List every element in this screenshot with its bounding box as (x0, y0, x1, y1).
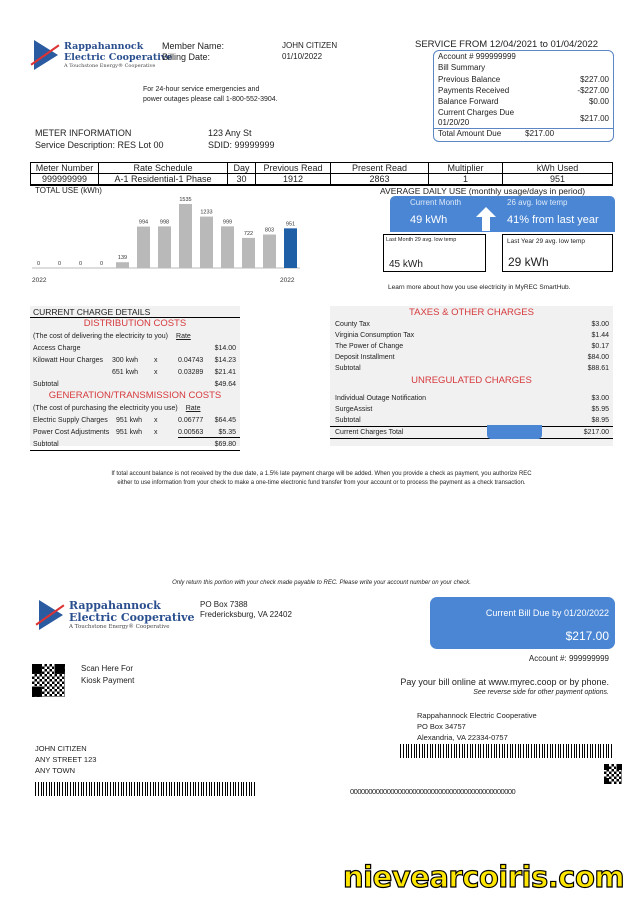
bar (137, 227, 150, 268)
unreg-value: $3.00 (591, 394, 609, 402)
gen-rate: 0.06777 (178, 416, 204, 424)
generation-desc: (The cost of purchasing the electricity you use) (33, 404, 178, 412)
col-header: Meter Number (31, 163, 99, 174)
small-qr-code (604, 764, 622, 784)
cell: 1 (429, 174, 503, 186)
kwh-qty: 300 kwh (112, 356, 139, 364)
tax-label: The Power of Change (335, 343, 404, 350)
kwh-rate: 0.03289 (178, 368, 204, 376)
bar-value-label: 803 (264, 227, 275, 234)
rate-header: Rate (185, 404, 201, 412)
summary-value: -$227.00 (577, 86, 609, 95)
total-due-value: $217.00 (525, 129, 555, 138)
summary-value: $0.00 (588, 97, 609, 106)
service-period: SERVICE FROM 12/04/2021 to 01/04/2022 (415, 39, 599, 50)
rec-logo (30, 38, 172, 72)
last-month-value: 45 kWh (389, 259, 423, 270)
arrow-up-icon (476, 207, 496, 217)
subtotal-label: Subtotal (33, 380, 59, 388)
remit-line: Alexandria, VA 22334-0757 (417, 733, 508, 742)
current-month-value: 49 kWh (410, 214, 448, 226)
current-charges-label: Current Charges Due (438, 108, 515, 117)
cell: 30 (228, 174, 256, 186)
emergency-phone: power outages please call 1-800-552-3904. (143, 96, 278, 103)
bar (284, 228, 297, 268)
subtotal-label: Subtotal (33, 441, 59, 448)
kwh-amount: $21.41 (214, 368, 236, 376)
taxes-title: TAXES & OTHER CHARGES (409, 307, 534, 318)
amount-due-box (430, 597, 615, 649)
bar-value-label: 998 (159, 219, 170, 226)
col-header: Rate Schedule (99, 163, 228, 174)
tax-label: Subtotal (335, 365, 361, 372)
current-month-panel (390, 196, 615, 232)
notice-line: either to use information from your check to make a one-time electronic fund transfer from your account or to process the payment as a check transaction. (117, 480, 526, 486)
gen-amount: $5.35 (218, 428, 236, 436)
rate-header: Rate (176, 332, 191, 340)
billing-date: 01/10/2022 (282, 52, 323, 61)
member-name: JOHN CITIZEN (282, 41, 338, 50)
gen-rate: 0.00563 (178, 428, 204, 436)
member-label: Member Name: (162, 41, 225, 51)
x-end-label: 2022 (280, 277, 295, 284)
rec-logo-icon (30, 38, 60, 72)
scan-text-2: Kiosk Payment (81, 676, 135, 685)
remit-address (417, 710, 537, 743)
bar-value-label: 0 (36, 261, 41, 267)
times: x (154, 416, 158, 424)
customer-line: ANY TOWN (35, 766, 76, 775)
gen-qty: 951 kwh (116, 416, 143, 424)
gen-label: Power Cost Adjustments (33, 428, 110, 436)
tax-value: $1.44 (591, 332, 609, 339)
access-value: $14.00 (214, 344, 236, 352)
customer-line: ANY STREET 123 (35, 755, 97, 764)
bar (158, 226, 171, 268)
customer-line: JOHN CITIZEN (35, 744, 87, 753)
summary-value: $227.00 (580, 75, 609, 84)
po-box: PO Box 7388 (200, 600, 248, 609)
last-year-value: 29 kWh (508, 255, 549, 269)
charges-total-label: Current Charges Total (335, 429, 404, 436)
times: x (154, 368, 158, 376)
current-charge-details (30, 306, 240, 446)
brand-name-2: Electric Cooperative (69, 611, 195, 624)
kwh-amount: $14.23 (214, 356, 236, 364)
emergency-text: For 24-hour service emergencies and (143, 86, 260, 93)
cell: A-1 Residential-1 Phase (99, 174, 228, 186)
tax-value: $84.00 (587, 354, 609, 361)
kiosk-qr-code[interactable] (32, 664, 65, 697)
bar (200, 217, 213, 268)
bar-value-label: 0 (57, 261, 62, 267)
scan-line-digits: 000000000000000000000000000000000000000000000 (350, 787, 516, 796)
sdid: SDID: 99999999 (208, 140, 275, 150)
bar-value-label: 999 (222, 219, 233, 226)
bar-value-label: 0 (78, 261, 83, 267)
times: x (154, 356, 158, 364)
arrow-up-icon-stem (482, 217, 490, 231)
unreg-label: Subtotal (335, 417, 361, 424)
remit-line: Rappahannock Electric Cooperative (417, 711, 537, 720)
gen-amount: $64.45 (214, 416, 236, 424)
return-note: Only return this portion with your check made payable to REC. Please write your account number on your check. (172, 580, 471, 586)
charges-total-value: $217.00 (583, 429, 609, 436)
generation-title: GENERATION/TRANSMISSION COSTS (48, 390, 222, 401)
summary-label: Payments Received (438, 86, 510, 95)
remit-line: PO Box 34757 (417, 722, 466, 731)
col-header: Previous Read (256, 163, 331, 174)
gen-label: Electric Supply Charges (33, 416, 108, 424)
service-address: 123 Any St (208, 128, 252, 138)
reverse-side-note: See reverse side for other payment options. (473, 689, 609, 696)
bar (263, 235, 276, 268)
bar-value-label: 994 (138, 219, 149, 226)
late-payment-notice (0, 470, 643, 488)
table-row (31, 174, 613, 186)
meter-info-title: METER INFORMATION (35, 128, 132, 138)
customer-address (35, 743, 96, 776)
tax-label: Virginia Consumption Tax (335, 332, 415, 339)
last-year-label: Last Year 29 avg. low temp (507, 238, 586, 245)
kwh-rate: 0.04743 (178, 356, 204, 364)
times: x (154, 428, 158, 436)
bar (116, 262, 129, 268)
kwh-label: Kilowatt Hour Charges (33, 356, 104, 364)
unreg-value: $8.95 (591, 417, 609, 424)
last-month-box (383, 234, 486, 272)
brand-tagline: A Touchstone Energy® Cooperative (64, 63, 156, 69)
bar-value-label: 139 (117, 255, 128, 262)
bar (179, 204, 192, 268)
total-due-label: Total Amount Due (438, 129, 502, 138)
bar-value-label: 1535 (179, 197, 192, 203)
pay-online-text: Pay your bill online at www.myrec.coop or by phone. (400, 677, 609, 687)
cell: 951 (503, 174, 613, 186)
bill-summary-title: Bill Summary (438, 63, 486, 72)
cell: 999999999 (31, 174, 99, 186)
gen-qty: 951 kwh (116, 428, 143, 436)
account-number: Account # 999999999 (438, 52, 516, 61)
stub-account-number: Account #: 999999999 (528, 654, 609, 663)
cell: 1912 (256, 174, 331, 186)
x-start-label: 2022 (32, 277, 47, 284)
col-header: Multiplier (429, 163, 503, 174)
redaction-block (487, 425, 542, 439)
tax-label: Deposit Installment (335, 354, 395, 361)
tax-value: $3.00 (591, 321, 609, 328)
meter-table (30, 162, 613, 186)
unregulated-title: UNREGULATED CHARGES (411, 375, 532, 386)
bill-summary-box (433, 50, 614, 142)
bar-value-label: 722 (243, 230, 254, 237)
bar-value-label: 1233 (200, 209, 213, 216)
kwh-qty: 651 kwh (112, 368, 139, 376)
brand-name-2: Electric Cooperative (64, 52, 173, 63)
usage-bar-chart (28, 195, 308, 290)
charge-details-title: CURRENT CHARGE DETAILS (30, 306, 240, 318)
current-charges-value: $217.00 (580, 113, 609, 123)
unreg-label: Individual Outage Notification (335, 394, 427, 402)
postal-barcode (400, 744, 612, 758)
cell: 2863 (331, 174, 429, 186)
access-label: Access Charge (33, 344, 81, 352)
brand-name: Rappahannock (69, 599, 161, 612)
current-month-label: Current Month (410, 198, 462, 207)
col-header: Present Read (331, 163, 429, 174)
avg-use-title: AVERAGE DAILY USE (monthly usage/days in period) (380, 186, 586, 196)
service-description: Service Description: RES Lot 00 (35, 140, 164, 150)
bar (242, 238, 255, 268)
subtotal-value: $49.64 (214, 380, 236, 388)
learn-more-text: Learn more about how you use electricity in MyREC SmartHub. (388, 284, 571, 291)
col-header: kWh Used (503, 163, 613, 174)
bar (221, 226, 234, 268)
taxes-panel (330, 306, 613, 446)
current-month-temp: 26 avg. low temp (507, 198, 568, 207)
subtotal-value: $69.80 (214, 441, 236, 448)
rec-logo-icon (35, 598, 65, 632)
po-city: Fredericksburg, VA 22402 (200, 610, 292, 619)
distribution-title: DISTRIBUTION COSTS (83, 318, 187, 329)
last-year-box (502, 234, 613, 272)
notice-line: If total account balance is not received by the due date, a 1.5% late payment charge will be added. When you provide a check as payment, you authorize REC (111, 471, 532, 477)
bar-value-label: 0 (99, 261, 104, 267)
unreg-value: $5.95 (591, 406, 609, 413)
rec-logo-stub (35, 598, 195, 632)
watermark: nievearcoiris.com (343, 860, 625, 894)
last-month-label: Last Month 29 avg. low temp (386, 237, 457, 243)
distribution-desc: (The cost of delivering the electricity to you) (33, 332, 169, 340)
customer-barcode (35, 782, 257, 796)
tax-value: $0.17 (591, 343, 609, 350)
year-change: 41% from last year (507, 214, 599, 226)
current-charges-date: 01/20/20 (438, 118, 470, 127)
billing-label: Billing Date: (162, 52, 211, 62)
col-header: Day (228, 163, 256, 174)
chart-title: TOTAL USE (kWh) (35, 186, 102, 195)
meter-table-header (31, 163, 613, 174)
summary-label: Previous Balance (438, 75, 501, 84)
due-amount: $217.00 (565, 629, 609, 643)
bar-value-label: 951 (285, 221, 296, 228)
unreg-label: SurgeAssist (335, 406, 373, 413)
brand-tagline: A Touchstone Energy® Cooperative (69, 624, 170, 630)
due-date-label: Current Bill Due by 01/20/2022 (485, 608, 609, 618)
tax-value: $88.61 (587, 365, 609, 372)
scan-text: Scan Here For (81, 664, 134, 673)
tax-label: County Tax (335, 321, 370, 328)
brand-name: Rappahannock (64, 41, 144, 52)
summary-label: Balance Forward (438, 97, 499, 106)
